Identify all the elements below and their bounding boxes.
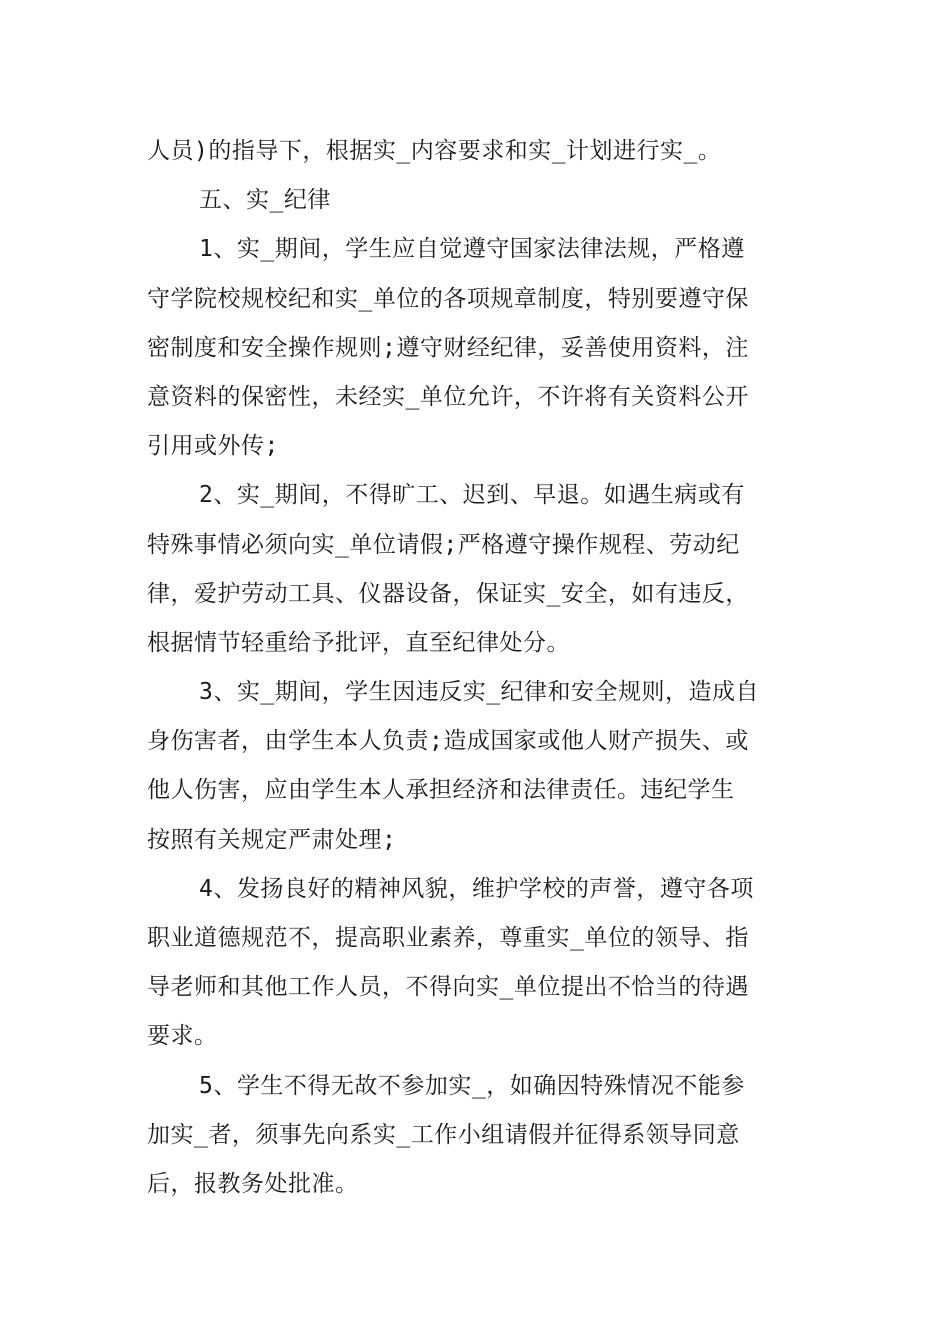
text-line: 3、实_期间，学生因违反实_纪律和安全规则，造成自 — [199, 679, 760, 706]
text-line: 守学院校规校纪和实_单位的各项规章制度，特别要遵守保 — [147, 285, 749, 312]
text-line: 导老师和其他工作人员，不得向实_单位提出不恰当的待遇 — [147, 974, 749, 1001]
text-line: 1、实_期间，学生应自觉遵守国家法律法规，严格遵 — [199, 236, 745, 263]
text-line: 5、学生不得无故不参加实_，如确因特殊情况不能参 — [199, 1072, 745, 1099]
text-line: 加实_者，须事先向系实_工作小组请假并征得系领导同意 — [147, 1121, 740, 1148]
text-line: 2、实_期间，不得旷工、迟到、早退。如遇生病或有 — [199, 482, 745, 509]
text-line: 后，报教务处批准。 — [147, 1170, 359, 1197]
text-line: 他人伤害，应由学生本人承担经济和法律责任。违纪学生 — [147, 777, 735, 804]
text-line: 意资料的保密性，未经实_单位允许，不许将有关资料公开 — [147, 383, 749, 410]
text-line: 密制度和安全操作规则;遵守财经纪律，妥善使用资料，注 — [147, 334, 749, 361]
text-line: 4、发扬良好的精神风貌，维护学校的声誉，遵守各项 — [199, 875, 754, 902]
text-line: 特殊事情必须向实_单位请假;严格遵守操作规程、劳动纪 — [147, 531, 740, 558]
document-body — [147, 127, 817, 1209]
section-heading: 五、实_纪律 — [199, 187, 331, 214]
text-line: 根据情节轻重给予批评，直至纪律处分。 — [147, 629, 570, 656]
text-line: 律，爱护劳动工具、仪器设备，保证实_安全，如有违反， — [147, 580, 749, 607]
text-line: 身伤害者，由学生本人负责;造成国家或他人财产损失、或 — [147, 728, 749, 755]
text-line: 按照有关规定严肃处理; — [147, 826, 397, 853]
text-line: 人员)的指导下，根据实_内容要求和实_计划进行实_。 — [147, 138, 722, 164]
text-line: 职业道德规范不，提高职业素养，尊重实_单位的领导、指 — [147, 925, 749, 951]
text-line: 引用或外传; — [147, 433, 279, 460]
text-line: 要求。 — [147, 1023, 218, 1050]
